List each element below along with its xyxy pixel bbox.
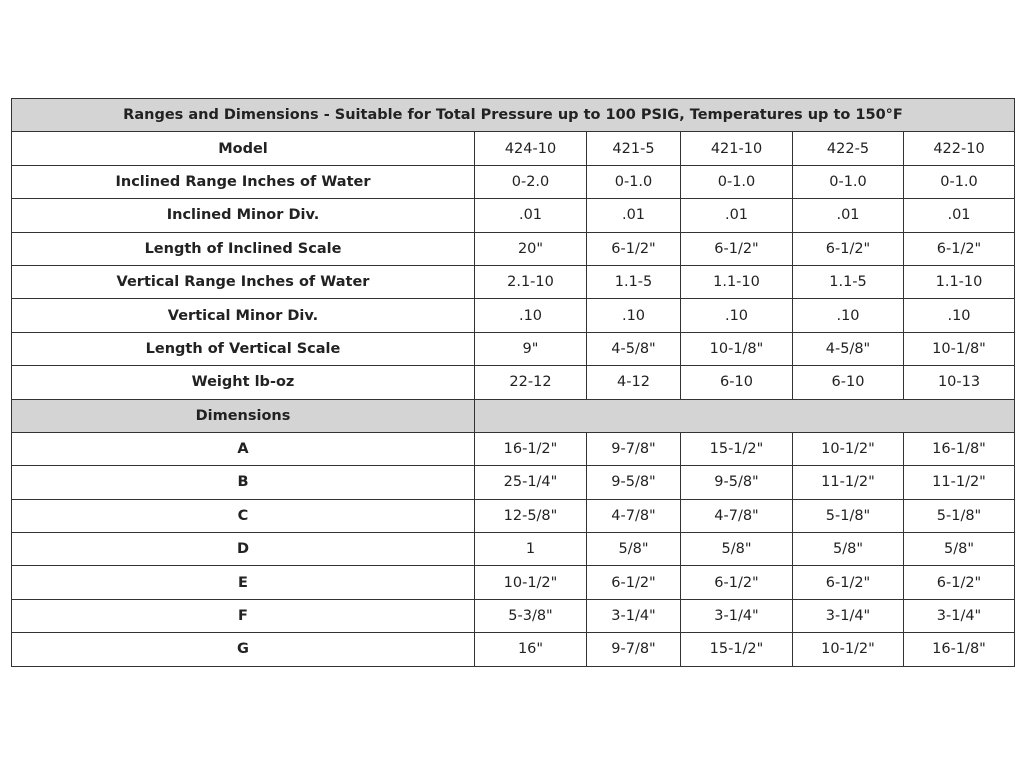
table-cell: 22-12 [475, 366, 587, 399]
table-cell: .01 [681, 199, 793, 232]
table-cell: 6-1/2" [904, 566, 1015, 599]
row-label: Vertical Range Inches of Water [12, 265, 475, 298]
table-cell: 5/8" [904, 533, 1015, 566]
table-cell: 3-1/4" [793, 599, 904, 632]
table-cell: .10 [793, 299, 904, 332]
table-cell: 10-1/8" [904, 332, 1015, 365]
table-cell: 10-1/2" [793, 432, 904, 465]
table-cell: 1.1-10 [681, 265, 793, 298]
table-cell: 11-1/2" [793, 466, 904, 499]
ranges-dimensions-table [11, 98, 1015, 667]
table-cell: .10 [681, 299, 793, 332]
table-row [12, 366, 1015, 399]
table-cell: 3-1/4" [587, 599, 681, 632]
dimension-label: G [12, 633, 475, 666]
table-row [12, 432, 1015, 465]
table-cell: 10-13 [904, 366, 1015, 399]
table-cell: 9-5/8" [681, 466, 793, 499]
table-row [12, 466, 1015, 499]
table-cell: 6-1/2" [587, 566, 681, 599]
table-cell: .01 [793, 199, 904, 232]
table-row [12, 566, 1015, 599]
table-cell: .01 [904, 199, 1015, 232]
row-label: Vertical Minor Div. [12, 299, 475, 332]
model-cell: 422-5 [793, 132, 904, 165]
table-cell: .10 [904, 299, 1015, 332]
table-cell: 5-3/8" [475, 599, 587, 632]
table-cell: 0-1.0 [793, 165, 904, 198]
table-cell: 1.1-10 [904, 265, 1015, 298]
table-cell: 4-5/8" [793, 332, 904, 365]
table-cell: 16" [475, 633, 587, 666]
table-cell: 0-1.0 [904, 165, 1015, 198]
table-cell: 6-1/2" [904, 232, 1015, 265]
table-cell: 6-1/2" [681, 566, 793, 599]
table-row [12, 165, 1015, 198]
row-label: Length of Vertical Scale [12, 332, 475, 365]
table-cell: 0-1.0 [587, 165, 681, 198]
table-cell: 5-1/8" [793, 499, 904, 532]
table-cell: 5/8" [681, 533, 793, 566]
model-cell: 424-10 [475, 132, 587, 165]
dimensions-section-label: Dimensions [12, 399, 475, 432]
table-cell: 6-1/2" [793, 232, 904, 265]
table-title-row [12, 99, 1015, 132]
table-cell: .10 [475, 299, 587, 332]
model-cell: 421-10 [681, 132, 793, 165]
model-header-label: Model [12, 132, 475, 165]
table-row [12, 332, 1015, 365]
table-cell: 10-1/8" [681, 332, 793, 365]
table-cell: 6-1/2" [681, 232, 793, 265]
table-cell: 10-1/2" [475, 566, 587, 599]
table-row [12, 599, 1015, 632]
table-title: Ranges and Dimensions - Suitable for Total Pressure up to 100 PSIG, Temperatures up to 150°F [12, 99, 1015, 132]
table-cell: 5/8" [587, 533, 681, 566]
table-cell: 12-5/8" [475, 499, 587, 532]
table-cell: 6-1/2" [793, 566, 904, 599]
table-cell: 1 [475, 533, 587, 566]
table-row [12, 633, 1015, 666]
dimensions-section-fill [475, 399, 1015, 432]
dimension-label: A [12, 432, 475, 465]
table-cell: 2.1-10 [475, 265, 587, 298]
table-cell: 9-7/8" [587, 432, 681, 465]
table-cell: 5-1/8" [904, 499, 1015, 532]
table-row [12, 299, 1015, 332]
table-cell: 1.1-5 [793, 265, 904, 298]
table-cell: 4-7/8" [587, 499, 681, 532]
dimension-label: C [12, 499, 475, 532]
table-cell: 4-12 [587, 366, 681, 399]
table-cell: 1.1-5 [587, 265, 681, 298]
table-cell: 16-1/8" [904, 633, 1015, 666]
table-row [12, 499, 1015, 532]
table-cell: 25-1/4" [475, 466, 587, 499]
table-cell: 16-1/2" [475, 432, 587, 465]
table-row [12, 533, 1015, 566]
table-cell: 15-1/2" [681, 432, 793, 465]
table-cell: 15-1/2" [681, 633, 793, 666]
row-label: Inclined Minor Div. [12, 199, 475, 232]
table-cell: 9" [475, 332, 587, 365]
table-cell: .01 [587, 199, 681, 232]
table-cell: 4-5/8" [587, 332, 681, 365]
model-cell: 421-5 [587, 132, 681, 165]
table-cell: 6-10 [793, 366, 904, 399]
dimension-label: E [12, 566, 475, 599]
table-row [12, 232, 1015, 265]
table-cell: .10 [587, 299, 681, 332]
dimension-label: B [12, 466, 475, 499]
table-cell: 6-10 [681, 366, 793, 399]
table-cell: .01 [475, 199, 587, 232]
table-cell: 11-1/2" [904, 466, 1015, 499]
dimension-label: F [12, 599, 475, 632]
row-label: Weight lb-oz [12, 366, 475, 399]
table-cell: 4-7/8" [681, 499, 793, 532]
table-cell: 3-1/4" [904, 599, 1015, 632]
table-cell: 5/8" [793, 533, 904, 566]
table-cell: 16-1/8" [904, 432, 1015, 465]
table-cell: 20" [475, 232, 587, 265]
table-cell: 9-5/8" [587, 466, 681, 499]
model-cell: 422-10 [904, 132, 1015, 165]
model-header-row [12, 132, 1015, 165]
table-cell: 10-1/2" [793, 633, 904, 666]
dimensions-section-row [12, 399, 1015, 432]
dimension-label: D [12, 533, 475, 566]
table-row [12, 199, 1015, 232]
table-cell: 6-1/2" [587, 232, 681, 265]
row-label: Inclined Range Inches of Water [12, 165, 475, 198]
table-cell: 0-2.0 [475, 165, 587, 198]
table-row [12, 265, 1015, 298]
table-cell: 3-1/4" [681, 599, 793, 632]
row-label: Length of Inclined Scale [12, 232, 475, 265]
table-cell: 9-7/8" [587, 633, 681, 666]
table-cell: 0-1.0 [681, 165, 793, 198]
